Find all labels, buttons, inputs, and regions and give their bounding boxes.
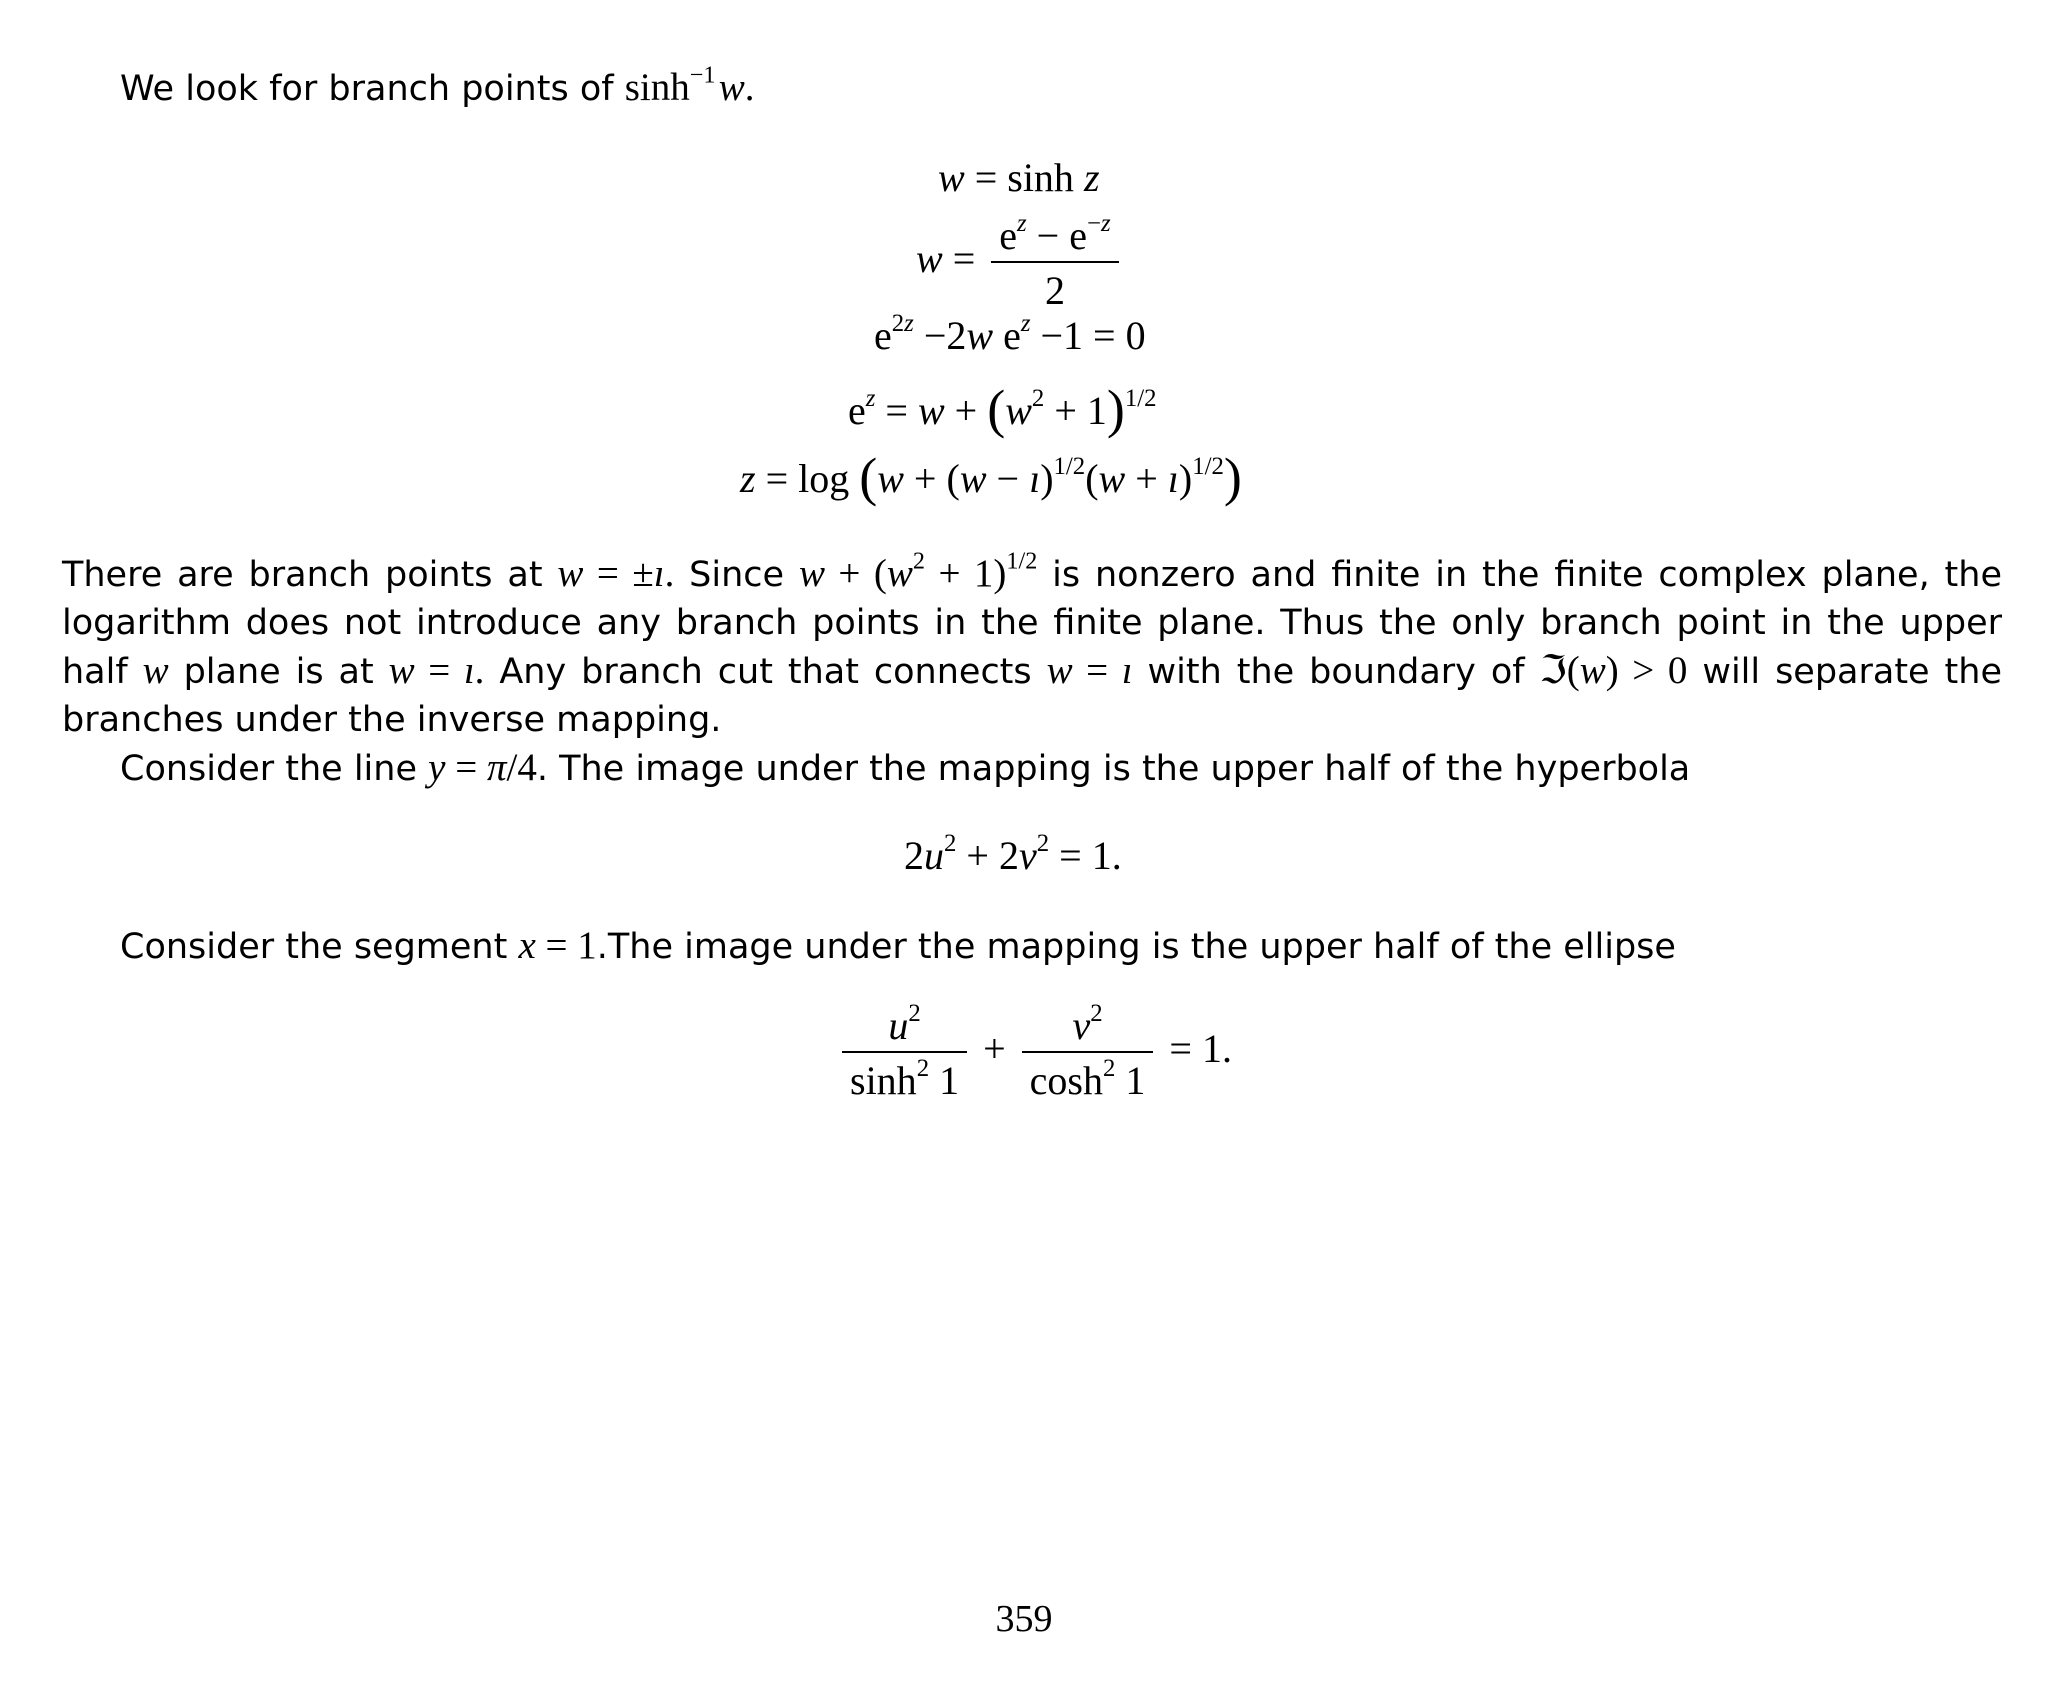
equation-4: $e^z = w + (w^2 + 1)^{1/2}$: [848, 379, 1157, 439]
page-number: 359: [995, 1598, 1053, 1640]
paragraph-branch-points: There are branch points at w = ±ı. Since $w + (w^2 + 1)^{1/2}$ is nonzero and finite in the finite complex plane, the logarithm does not introduce any branch points in the finite plane. Thus the only branch point in the upper half w plane is at w = ı. Any branch cut that connects w = ı with the boundary of ℑ(w) > 0 will separate the branches under the inverse mapping.: [62, 547, 2002, 740]
equation-2: w = $\frac{e^z - e^{-z}}{2}$: [916, 212, 1125, 314]
equation-1: w = sinh z: [938, 155, 1100, 200]
equation-5: z = log (w + (w − ı)$^{1/2}$(w + ı)$^{1/2}$): [740, 447, 1242, 507]
equation-3: $e^{2z} -2w$ $e^z -1 = 0$: [874, 310, 1146, 358]
fraction-v: $\frac{v^2}{\cosh^2 1}$: [1022, 1002, 1154, 1104]
fraction: $\frac{e^z - e^{-z}}{2}$: [991, 212, 1118, 314]
fraction-u: $\frac{u^2}{\sinh^2 1}$: [842, 1002, 967, 1104]
hyperbola-equation: $2u^2 + 2v^2 = 1$.: [904, 830, 1122, 878]
intro-line: We look for branch points of $\sinh^{-1}$ w.: [120, 61, 755, 109]
paragraph-line: Consider the line y = π/4. The image under the mapping is the upper half of the hyperbola: [120, 746, 1691, 789]
paragraph-segment: Consider the segment x = 1.The image under the mapping is the upper half of the ellipse: [120, 924, 1676, 967]
ellipse-equation: $\frac{u^2}{\sinh^2 1}$ + $\frac{v^2}{\cosh^2 1}$ = 1.: [836, 1002, 1232, 1104]
